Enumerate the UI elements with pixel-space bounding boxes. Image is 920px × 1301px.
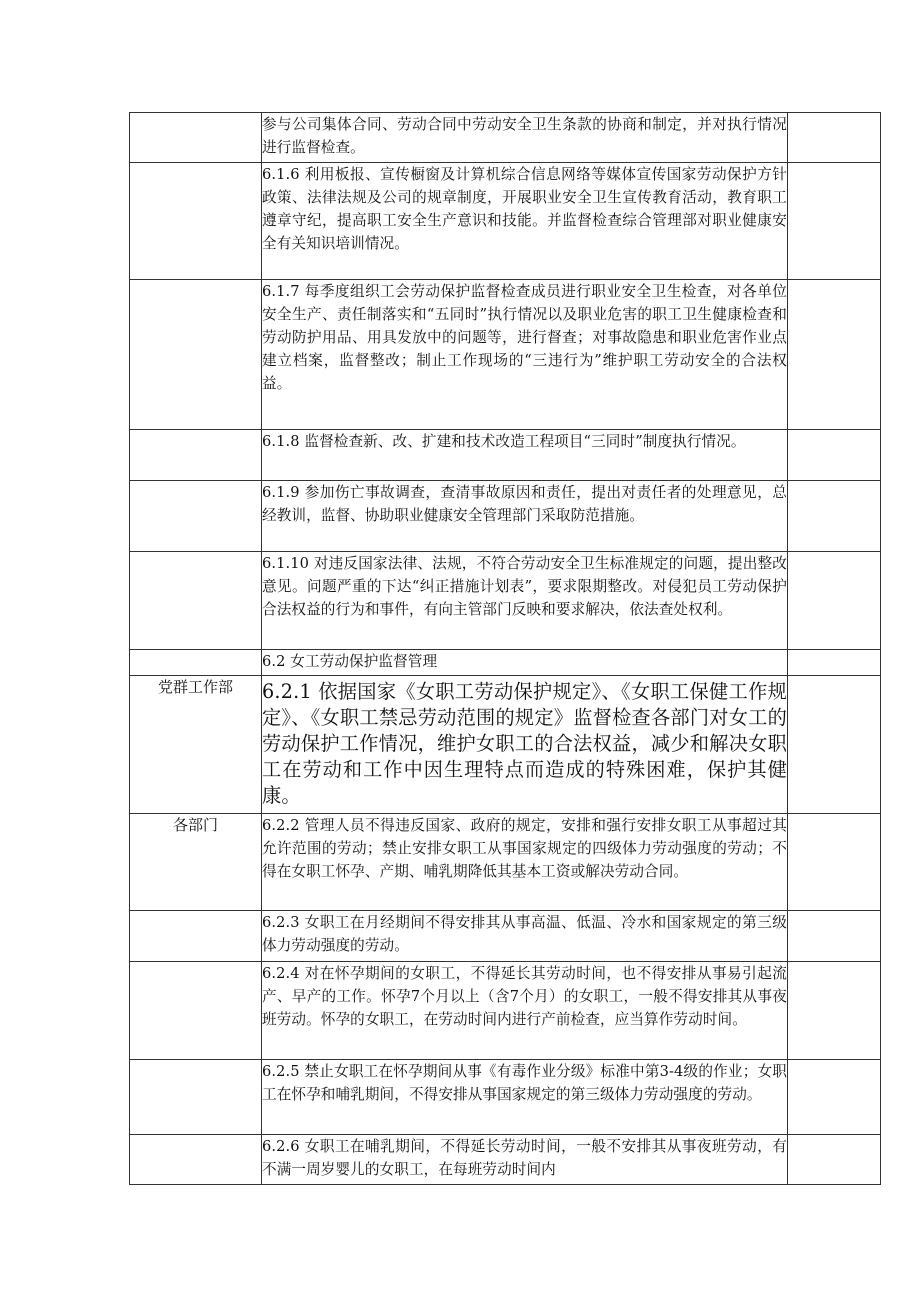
dept-cell [130,1135,262,1185]
note-cell [788,1060,881,1135]
dept-cell: 各部门 [130,814,262,911]
table-row [130,430,881,481]
content-cell: 6.2.5 禁止女职工在怀孕期间从事《有毒作业分级》标准中第3-4级的作业；女职工在怀孕和哺乳期间，不得安排从事国家规定的第三级体力劳动强度的劳动。 [262,1060,788,1135]
table-row [130,552,881,650]
table-row [130,676,881,814]
table-row [130,962,881,1060]
dept-cell [130,911,262,962]
dept-cell [130,481,262,552]
dept-cell [130,650,262,676]
dept-cell [130,163,262,280]
content-cell: 参与公司集体合同、劳动合同中劳动安全卫生条款的协商和制定，并对执行情况进行监督检查。 [262,113,788,163]
dept-cell: 党群工作部 [130,676,262,814]
content-cell: 6.2.2 管理人员不得违反国家、政府的规定，安排和强行安排女职工从事超过其允许范围的劳动；禁止安排女职工从事国家规定的四级体力劳动强度的劳动；不得在女职工怀孕、产期、哺乳期降低其基本工资或解决劳动合同。 [262,814,788,911]
dept-cell [130,280,262,430]
note-cell [788,676,881,814]
note-cell [788,430,881,481]
content-cell: 6.1.9 参加伤亡事故调查，查清事故原因和责任，提出对责任者的处理意见，总经教训，监督、协助职业健康安全管理部门采取防范措施。 [262,481,788,552]
content-cell: 6.1.6 利用板报、宣传橱窗及计算机综合信息网络等媒体宣传国家劳动保护方针政策、法律法规及公司的规章制度，开展职业安全卫生宣传教育活动，教育职工遵章守纪，提高职工安全生产意识和技能。并监督检查综合管理部对职业健康安全有关知识培训情况。 [262,163,788,280]
dept-cell [130,962,262,1060]
table-row [130,911,881,962]
content-cell: 6.2.6 女职工在哺乳期间，不得延长劳动时间，一般不安排其从事夜班劳动，有不满一周岁婴儿的女职工，在每班劳动时间内 [262,1135,788,1185]
dept-cell [130,1060,262,1135]
responsibility-table [129,112,881,1185]
table-row [130,814,881,911]
content-cell: 6.2.4 对在怀孕期间的女职工，不得延长其劳动时间，也不得安排从事易引起流产、早产的工作。怀孕7个月以上（含7个月）的女职工，一般不得安排其从事夜班劳动。怀孕的女职工，在劳动时间内进行产前检查，应当算作劳动时间。 [262,962,788,1060]
table-row [130,163,881,280]
note-cell [788,650,881,676]
note-cell [788,113,881,163]
table-row [130,1135,881,1185]
content-cell: 6.2.3 女职工在月经期间不得安排其从事高温、低温、冷水和国家规定的第三级体力劳动强度的劳动。 [262,911,788,962]
content-cell: 6.1.10 对违反国家法律、法规，不符合劳动安全卫生标准规定的问题，提出整改意见。问题严重的下达“纠正措施计划表”，要求限期整改。对侵犯员工劳动保护合法权益的行为和事件，有向主管部门反映和要求解决，依法查处权利。 [262,552,788,650]
note-cell [788,814,881,911]
table-row [130,650,881,676]
table-row [130,280,881,430]
table-row [130,1060,881,1135]
table-row [130,113,881,163]
dept-cell [130,113,262,163]
section-title-cell: 6.2 女工劳动保护监督管理 [262,650,788,676]
content-cell: 6.2.1 依据国家《女职工劳动保护规定》、《女职工保健工作规定》、《女职工禁忌劳动范围的规定》监督检查各部门对女工的劳动保护工作情况，维护女职工的合法权益，减少和解决女职工在劳动和工作中因生理特点而造成的特殊困难，保护其健康。 [262,676,788,814]
table-row [130,481,881,552]
dept-cell [130,430,262,481]
note-cell [788,481,881,552]
note-cell [788,280,881,430]
dept-cell [130,552,262,650]
note-cell [788,911,881,962]
note-cell [788,163,881,280]
content-cell: 6.1.8 监督检查新、改、扩建和技术改造工程项目“三同时”制度执行情况。 [262,430,788,481]
note-cell [788,1135,881,1185]
content-cell: 6.1.7 每季度组织工会劳动保护监督检查成员进行职业安全卫生检查，对各单位安全生产、责任制落实和“五同时”执行情况以及职业危害的职工卫生健康检查和劳动防护用品、用具发放中的问题等，进行督查；对事故隐患和职业危害作业点建立档案，监督整改；制止工作现场的“三违行为”维护职工劳动安全的合法权益。 [262,280,788,430]
note-cell [788,962,881,1060]
note-cell [788,552,881,650]
